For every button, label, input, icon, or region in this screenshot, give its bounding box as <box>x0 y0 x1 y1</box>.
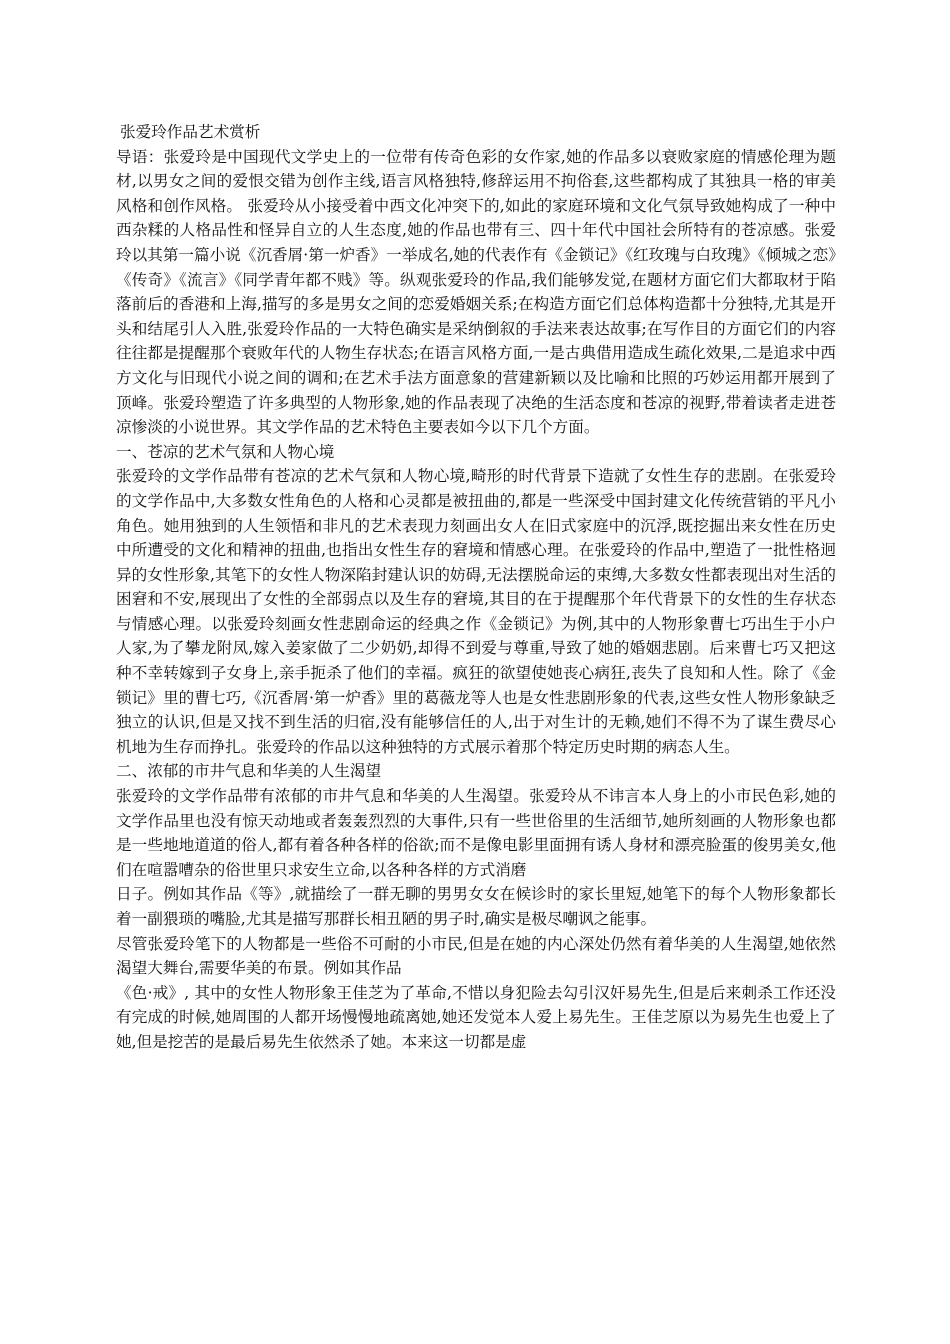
section-2-paragraph-2: 日子。例如其作品《等》,就描绘了一群无聊的男男女女在候诊时的家长里短,她笔下的每个人物形象都长着一副猥琐的嘴脸,尤其是描写那群长相丑陋的男子时,确实是极尽嘲讽之能事。 <box>116 885 836 928</box>
section-1-paragraph: 张爱玲的文学作品带有苍凉的艺术气氛和人物心境,畸形的时代背景下造就了女性生存的悲剧。在张爱玲的文学作品中,大多数女性角色的人格和心灵都是被扭曲的,都是一些深受中国封建文化传统营销的平凡小角色。她用独到的人生领悟和非凡的艺术表现力刻画出女人在旧式家庭中的沉浮,既挖掘出来女性在历史中所遭受的文化和精神的扭曲,也指出女性生存的窘境和情感心理。在张爱玲的作品中,塑造了一批性格迥异的女性形象,其笔下的女性人物深陷封建认识的妨碍,无法摆脱命运的束缚,大多数女性都表现出对生活的困窘和不安,展现出了女性的全部弱点以及生存的窘境,其目的在于提醒那个年代背景下的女性的生存状态与情感心理。以张爱玲刻画女性悲剧命运的经典之作《金锁记》为例,其中的人物形象曹七巧出生于小户人家,为了攀龙附凤,嫁入姜家做了二少奶奶,却得不到爱与尊重,导致了她的婚姻悲剧。后来曹七巧又把这种不幸转嫁到子女身上,亲手扼杀了他们的幸福。疯狂的欲望使她丧心病狂,丧失了良知和人性。除了《金锁记》里的曹七巧,《沉香屑·第一炉香》里的葛薇龙等人也是女性悲剧形象的代表,这些女性人物形象缺乏独立的认识,但是又找不到生活的归宿,没有能够信任的人,出于对生计的无赖,她们不得不为了谋生费尽心机地为生存而挣扎。张爱玲的作品以这种独特的方式展示着那个特定历史时期的病态人生。 <box>116 467 836 756</box>
section-heading-2: 二、浓郁的市井气息和华美的人生渴望 <box>116 762 382 781</box>
document-page <box>116 120 836 1055</box>
section-heading-1: 一、苍凉的艺术气氛和人物心境 <box>116 442 335 461</box>
document-title: 张爱玲作品艺术赏析 <box>120 123 261 141</box>
section-2-paragraph-4: 《色·戒》, 其中的女性人物形象王佳芝为了革命,不惜以身犯险去勾引汉奸易先生,但是后来刺杀工作还没有完成的时候,她周围的人都开场慢慢地疏离她,她还发觉本人爱上易先生。王佳芝原以为易先生也爱上了她,但是挖苦的是最后易先生依然杀了她。本来这一切都是虚 <box>116 983 836 1051</box>
section-2-paragraph-3: 尽管张爱玲笔下的人物都是一些俗不可耐的小市民,但是在她的内心深处仍然有着华美的人生渴望,她依然渴望大舞台,需要华美的布景。例如其作品 <box>116 934 836 978</box>
section-2-paragraph-1: 张爱玲的文学作品带有浓郁的市井气息和华美的人生渴望。张爱玲从不讳言本人身上的小市民色彩,她的文学作品里也没有惊天动地或者轰轰烈烈的大事件,只有一些世俗里的生活细节,她所刻画的人物形象也都是一些地地道道的俗人,都有着各种各样的俗欲;而不是像电影里面拥有诱人身材和漂亮脸蛋的俊男美女,他们在喧嚣嘈杂的俗世里只求安生立命,以各种各样的方式消磨 <box>116 787 836 879</box>
intro-paragraph: 导语：张爱玲是中国现代文学史上的一位带有传奇色彩的女作家,她的作品多以衰败家庭的情感伦理为题材,以男女之间的爱恨交错为创作主线,语言风格独特,修辞运用不拘俗套,这些都构成了其独具一格的审美风格和创作风格。 张爱玲从小接受着中西文化冲突下的,如此的家庭环境和文化气氛导致她构成了一种中西杂糅的人格品性和怪异自立的人生态度,她的作品也带有三、四十年代中国社会所特有的苍凉感。张爱玲以其第一篇小说《沉香屑·第一炉香》一举成名,她的代表作有《金锁记》《红玫瑰与白玫瑰》《倾城之恋》《传奇》《流言》《同学青年都不贱》等。纵观张爱玲的作品,我们能够发觉,在题材方面它们大都取材于陷落前后的香港和上海,描写的多是男女之间的恋爱婚姻关系;在构造方面它们总体构造都十分独特,尤其是开头和结尾引人入胜,张爱玲作品的一大特色确实是采纳倒叙的手法来表达故事;在写作目的方面它们的内容往往都是提醒那个衰败年代的人物生存状态;在语言风格方面,一是古典借用造成生疏化效果,二是追求中西方文化与旧现代小说之间的调和;在艺术手法方面意象的营建新颖以及比喻和比照的巧妙运用都开展到了顶峰。张爱玲塑造了许多典型的人物形象,她的作品表现了决绝的生活态度和苍凉的视野,带着读者走进苍凉惨淡的小说世界。其文学作品的艺术特色主要表如今以下几个方面。 <box>116 147 836 437</box>
